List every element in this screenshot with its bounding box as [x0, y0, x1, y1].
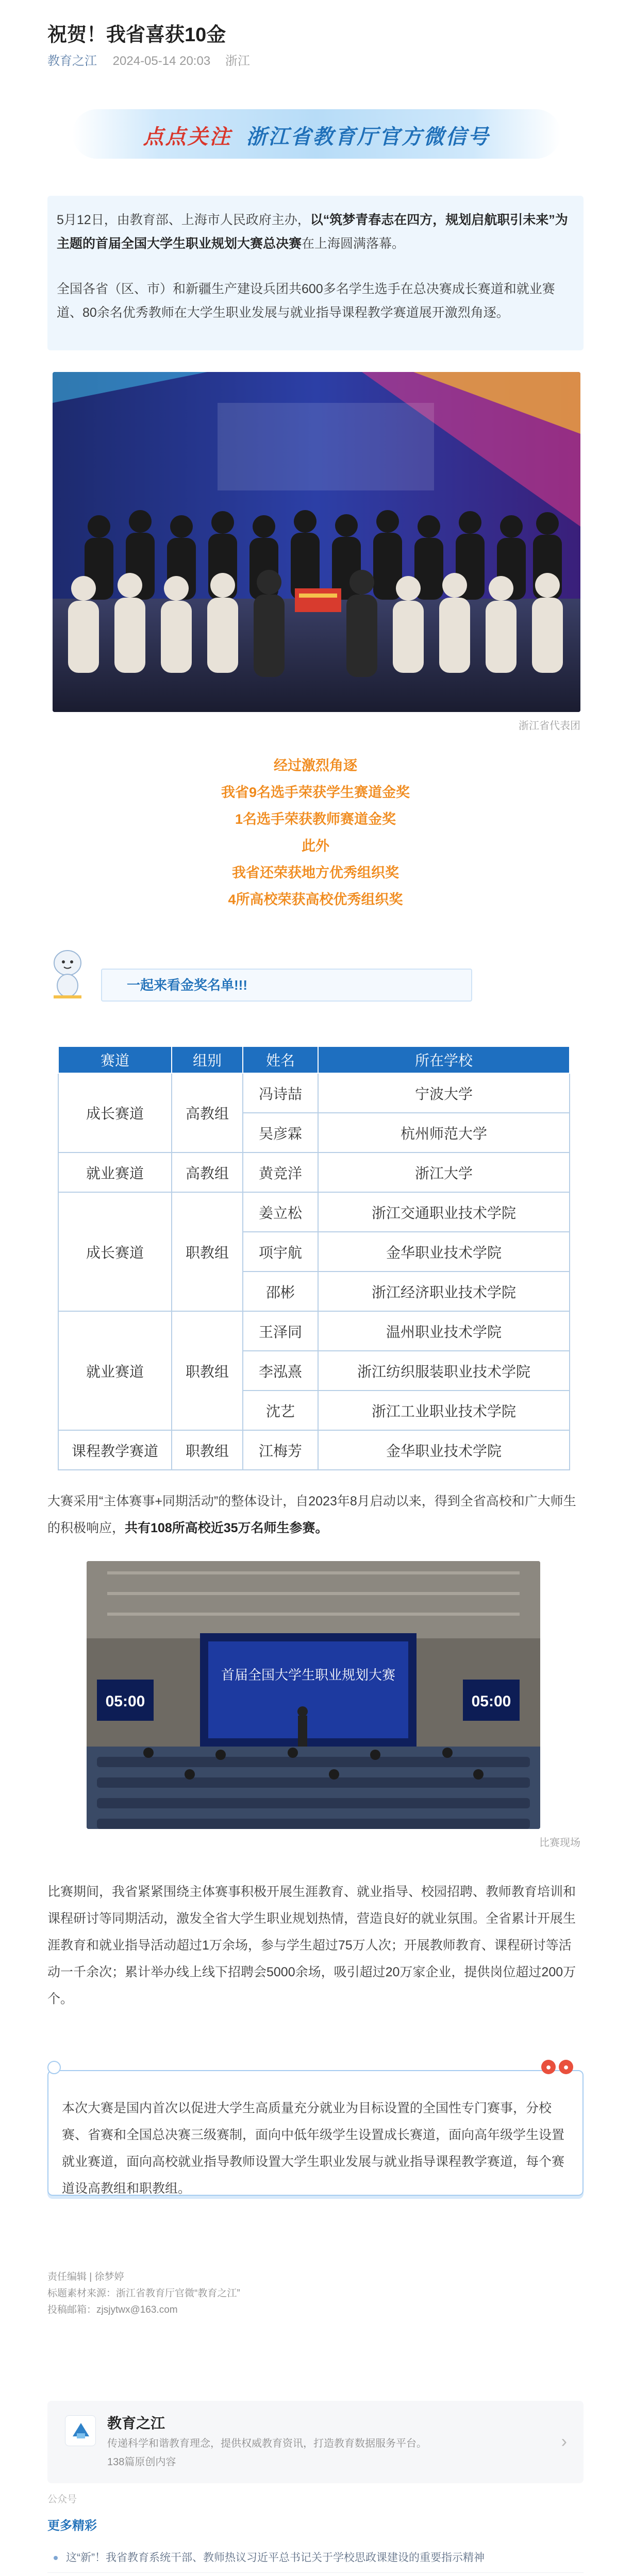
dot-icon: ●: [559, 2060, 573, 2074]
publish-date: 2024-05-14 20:03: [112, 54, 211, 68]
cell-group: 高教组: [172, 1153, 243, 1192]
cell-group: 职教组: [172, 1430, 243, 1470]
highlight-line-5: 我省还荣获地方优秀组织奖: [232, 865, 399, 880]
cell-track: 课程教学赛道: [58, 1430, 172, 1470]
account-card[interactable]: [47, 2401, 584, 2483]
group-photo[interactable]: [53, 372, 580, 712]
venue-photo-image: [87, 1561, 540, 1829]
banner-blue-text: 浙江省教育厅官方微信号: [246, 125, 490, 149]
cell-name: 项宇航: [243, 1232, 318, 1272]
quote-text: 本次大赛是国内首次以促进大学生高质量充分就业为目标设置的全国性专门赛事，分校赛、省赛和全国总决赛三级赛制，面向中低年级学生设置成长赛道，面向高年级学生设置就业赛道，面向高校就业指导教师设置大学生职业发展与就业指导课程教学赛道，每个赛道设高教组和职教组。: [62, 2101, 565, 2196]
table-row: [58, 1073, 570, 1113]
highlight-line-2: 我省9名选手荣获学生赛道金奖: [221, 785, 410, 800]
article-title: 祝贺！我省喜获10金: [47, 24, 226, 46]
cell-track: 就业赛道: [58, 1153, 172, 1192]
account-article-count: 138篇原创内容: [107, 2456, 176, 2468]
table-row: [58, 1153, 570, 1192]
article-meta: [47, 50, 261, 69]
highlight-line-1: 经过激烈角逐: [274, 758, 357, 773]
list-item[interactable]: 这“新”！我省教育系统干部、教师热议习近平总书记关于学校思政课建设的重要指示精神: [47, 2543, 584, 2573]
banner-red-text: 点点关注: [143, 125, 232, 149]
cell-name: 邵彬: [243, 1272, 318, 1311]
cell-group: 职教组: [172, 1192, 243, 1311]
cell-group: 职教组: [172, 1311, 243, 1430]
cell-school: 杭州师范大学: [318, 1113, 570, 1153]
publish-location: 浙江: [225, 54, 250, 68]
header-group: 组别: [172, 1046, 243, 1073]
quote-corner-decoration: [47, 2061, 61, 2074]
event-paragraph: 大赛采用“主体赛事+同期活动”的整体设计，自2023年8月启动以来，得到全省高校和广大师生的积极响应，共有108所高校近35万名师生参赛。: [47, 1494, 576, 1535]
intro-paragraph-1: 5月12日，由教育部、上海市人民政府主办，以“筑梦青春志在四方，规划启航职引未来”为主题的首届全国大学生职业规划大赛总决赛在上海圆满落幕。: [57, 213, 568, 251]
account-name: 教育之江: [107, 2415, 165, 2431]
header-name: 姓名: [243, 1046, 318, 1073]
screen-title: 首届全国大学生职业规划大赛: [221, 1667, 396, 1683]
dot-icon: ●: [541, 2060, 556, 2074]
winners-table: [58, 1046, 570, 1470]
photo1-caption: 浙江省代表团: [519, 720, 580, 732]
cell-school: 浙江纺织服装职业技术学院: [318, 1351, 570, 1391]
intro-box: [47, 196, 584, 350]
list-item[interactable]: [47, 2573, 584, 2576]
table-header-row: [58, 1046, 570, 1073]
cell-name: 姜立松: [243, 1192, 318, 1232]
clock-right: 05:00: [471, 1693, 511, 1710]
chevron-right-icon: ›: [561, 2432, 567, 2451]
cell-track: 就业赛道: [58, 1311, 172, 1430]
cell-school: 浙江工业职业技术学院: [318, 1391, 570, 1430]
cell-school: 浙江交通职业技术学院: [318, 1192, 570, 1232]
more-section-title: 更多精彩: [47, 2519, 97, 2533]
header-school: 所在学校: [318, 1046, 570, 1073]
info-quote-box: [47, 2062, 584, 2196]
mascot-icon: [49, 945, 86, 1002]
highlight-line-3: 1名选手荣获教师赛道金奖: [235, 811, 396, 827]
cell-name: 王泽同: [243, 1311, 318, 1351]
source-credit: 标题素材来源：浙江省教育厅官微“教育之江”: [47, 2288, 240, 2299]
editor-credit: 责任编辑 | 徐梦婷: [47, 2272, 124, 2282]
cell-name: 吴彦霖: [243, 1113, 318, 1153]
account-description: 传递科学和谐教育理念，提供权威教育资讯，打造教育数据服务平台。: [107, 2438, 427, 2449]
cell-school: 浙江经济职业技术学院: [318, 1272, 570, 1311]
activity-paragraph: 比赛期间，我省紧紧围绕主体赛事积极开展生涯教育、就业指导、校园招聘、教师教育培训和课程研讨等同期活动，激发全省大学生职业规划热情，营造良好的就业氛围。全省累计开展生涯教育和就业指导活动超过1万余场，参与学生超过75万人次；开展教师教育、课程研讨等活动一千余次；累计举办线上线下招聘会5000余场，吸引超过20万家企业，提供岗位超过200万个。: [47, 1885, 576, 2006]
cell-name: 冯诗喆: [243, 1073, 318, 1113]
intro-paragraph-2: 全国各省（区、市）和新疆生产建设兵团共600多名学生选手在总决赛成长赛道和就业赛道、80余名优秀教师在大学生职业发展与就业指导课程教学赛道展开激烈角逐。: [57, 282, 555, 320]
cell-school: 金华职业技术学院: [318, 1232, 570, 1272]
more-links-list: [47, 2543, 584, 2576]
cell-track: 成长赛道: [58, 1192, 172, 1311]
venue-photo[interactable]: [87, 1561, 540, 1829]
table-row: [58, 1430, 570, 1470]
follow-banner: [72, 109, 561, 159]
header-track: 赛道: [58, 1046, 172, 1073]
cell-track: 成长赛道: [58, 1073, 172, 1153]
email-credit: 投稿邮箱：zjsjytwx@163.com: [47, 2304, 178, 2315]
cell-school: 金华职业技术学院: [318, 1430, 570, 1470]
group-photo-image: [53, 372, 580, 712]
table-row: [58, 1192, 570, 1232]
table-row: [58, 1311, 570, 1351]
cell-school: 温州职业技术学院: [318, 1311, 570, 1351]
cell-name: 李泓熹: [243, 1351, 318, 1391]
cell-group: 高教组: [172, 1073, 243, 1153]
account-logo-icon: [65, 2415, 96, 2446]
cell-name: 黄竞洋: [243, 1153, 318, 1192]
cell-name: 沈艺: [243, 1391, 318, 1430]
highlight-line-6: 4所高校荣获高校优秀组织奖: [228, 892, 403, 907]
winner-list-title: 一起来看金奖名单!!!: [101, 969, 472, 1002]
account-type: 公众号: [47, 2494, 77, 2505]
photo2-caption: 比赛现场: [539, 1837, 580, 1849]
cell-school: 浙江大学: [318, 1153, 570, 1192]
highlight-line-4: 此外: [302, 838, 329, 854]
clock-left: 05:00: [105, 1693, 145, 1710]
quote-decoration: [538, 2060, 574, 2074]
cell-school: 宁波大学: [318, 1073, 570, 1113]
account-link[interactable]: 教育之江: [47, 54, 97, 68]
cell-name: 江梅芳: [243, 1430, 318, 1470]
